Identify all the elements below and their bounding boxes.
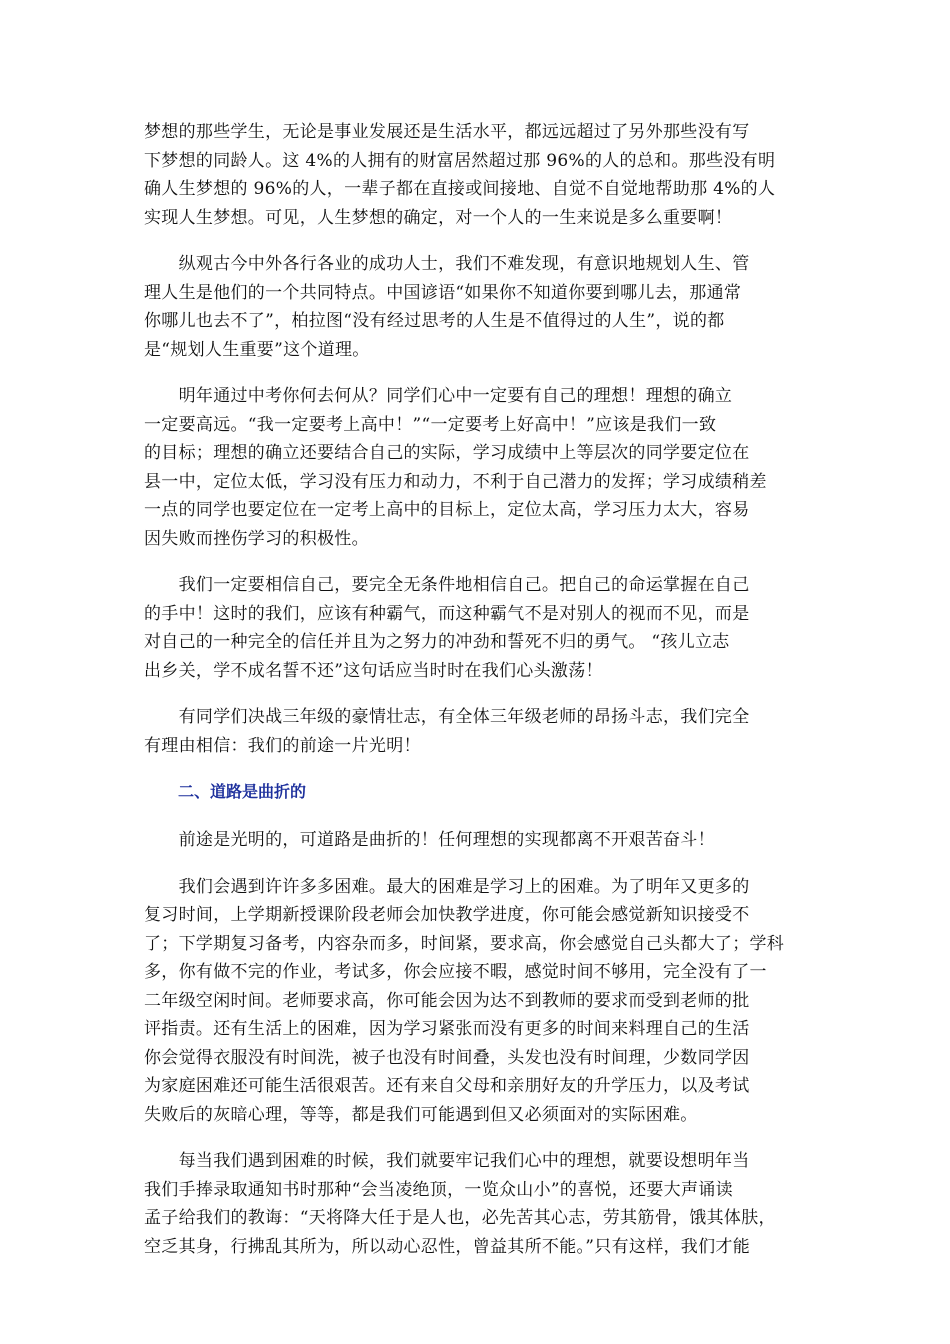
paragraph xyxy=(144,118,812,232)
paragraph-line: 的目标；理想的确立还要结合自己的实际，学习成绩中上等层次的同学要定位在 xyxy=(144,443,750,463)
paragraph-line: 二年级空闲时间。老师要求高，你可能会因为达不到教师的要求而受到老师的批 xyxy=(144,990,750,1011)
paragraph xyxy=(144,703,812,760)
paragraph-line: 你会觉得衣服没有时间洗，被子也没有时间叠，头发也没有时间理，少数同学因 xyxy=(144,1047,750,1068)
paragraph-line: 你哪儿也去不了”，柏拉图“没有经过思考的人生是不值得过的人生”，说的都 xyxy=(144,311,725,331)
paragraph-line: 因失败而挫伤学习的积极性。 xyxy=(144,528,369,549)
section-heading: 二、道路是曲折的 xyxy=(178,782,307,801)
paragraph-line: 孟子给我们的教诲：“天将降大任于是人也，必先苦其心志，劳其筋骨，饿其体肤， xyxy=(144,1208,776,1228)
paragraph-line: 一定要高远。“我一定要考上高中！”“一定要考上好高中！”应该是我们一致 xyxy=(144,414,717,435)
paragraph-line: 复习时间，上学期新授课阶段老师会加快教学进度，你可能会感觉新知识接受不 xyxy=(144,905,750,925)
paragraph xyxy=(144,873,812,1130)
paragraph-line: 明年通过中考你何去何从？同学们心中一定要有自己的理想！理想的确立 xyxy=(144,386,733,406)
paragraph-line: 的手中！这时的我们，应该有种霸气，而这种霸气不是对别人的视而不见，而是 xyxy=(144,603,750,624)
paragraph-group-2 xyxy=(144,826,812,1261)
paragraph-line: 我们手捧录取通知书时那种“会当凌绝顶，一览众山小”的喜悦，还要大声诵读 xyxy=(144,1179,733,1200)
paragraph-line: 理人生是他们的一个共同特点。中国谚语“如果你不知道你要到哪儿去，那通常 xyxy=(144,282,742,303)
paragraph-group-1 xyxy=(144,118,812,760)
paragraph-line: 下梦想的同龄人。这 4%的人拥有的财富居然超过那 96%的人的总和。那些没有明 xyxy=(144,150,776,171)
paragraph-line: 有理由相信：我们的前途一片光明！ xyxy=(144,735,421,756)
document-body xyxy=(144,118,812,1279)
paragraph-line: 失败后的灰暗心理，等等，都是我们可能遇到但又必须面对的实际困难。 xyxy=(144,1104,698,1125)
paragraph-line: 纵观古今中外各行各业的成功人士，我们不难发现，有意识地规划人生、管 xyxy=(144,254,750,274)
paragraph-line: 实现人生梦想。可见，人生梦想的确定，对一个人的一生来说是多么重要啊！ xyxy=(144,207,733,228)
paragraph-line: 了；下学期复习备考，内容杂而多，时间紧，要求高，你会感觉自己头都大了；学科 xyxy=(144,933,785,954)
paragraph-line: 评指责。还有生活上的困难，因为学习紧张而没有更多的时间来料理自己的生活 xyxy=(144,1019,750,1039)
paragraph-line: 县一中，定位太低，学习没有压力和动力，不利于自己潜力的发挥；学习成绩稍差 xyxy=(144,471,767,492)
paragraph-line: 是“规划人生重要”这个道理。 xyxy=(144,339,370,360)
paragraph xyxy=(144,571,812,685)
paragraph xyxy=(144,382,812,553)
paragraph-line: 前途是光明的，可道路是曲折的！任何理想的实现都离不开艰苦奋斗！ xyxy=(144,830,715,850)
paragraph xyxy=(144,250,812,364)
paragraph-line: 梦想的那些学生，无论是事业发展还是生活水平，都远远超过了另外那些没有写 xyxy=(144,122,750,142)
paragraph-line: 我们会遇到许许多多困难。最大的困难是学习上的困难。为了明年又更多的 xyxy=(144,876,750,897)
paragraph-line: 出乡关，学不成名誓不还”这句话应当时时在我们心头激荡！ xyxy=(144,660,603,681)
paragraph-line: 确人生梦想的 96%的人，一辈子都在直接或间接地、自觉不自觉地帮助那 4%的人 xyxy=(144,179,776,199)
paragraph-line: 有同学们决战三年级的豪情壮志，有全体三年级老师的昂扬斗志，我们完全 xyxy=(144,707,750,727)
paragraph-line: 一点的同学也要定位在一定考上高中的目标上，定位太高，学习压力太大，容易 xyxy=(144,500,750,520)
paragraph-line: 我们一定要相信自己，要完全无条件地相信自己。把自己的命运掌握在自己 xyxy=(144,575,750,595)
paragraph-line: 空乏其身，行拂乱其所为，所以动心忍性，曾益其所不能。”只有这样，我们才能 xyxy=(144,1236,750,1257)
paragraph-line: 多，你有做不完的作业，考试多，你会应接不暇，感觉时间不够用，完全没有了一 xyxy=(144,962,767,982)
paragraph-line: 每当我们遇到困难的时候，我们就要牢记我们心中的理想，就要设想明年当 xyxy=(144,1151,750,1171)
paragraph xyxy=(144,826,812,855)
paragraph-line: 为家庭困难还可能生活很艰苦。还有来自父母和亲朋好友的升学压力，以及考试 xyxy=(144,1076,750,1096)
paragraph-line: 对自己的一种完全的信任并且为之努力的冲劲和誓死不归的勇气。 “孩儿立志 xyxy=(144,632,730,652)
paragraph xyxy=(144,1147,812,1261)
